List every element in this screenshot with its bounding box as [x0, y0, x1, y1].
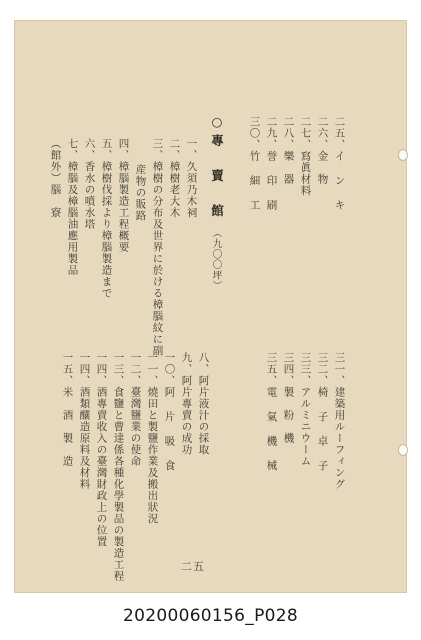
- list-item: 一四、酒專賣收入の臺灣財政上の位置: [95, 352, 108, 548]
- list-item: 三四、製 粉 機: [282, 352, 295, 444]
- list-item: 八、阿片液汁の採取: [197, 352, 210, 456]
- list-item: 一二、臺灣鹽業の使命: [129, 352, 142, 467]
- page-number: 二五: [181, 560, 205, 573]
- list-item: 一四、酒類釀造原料及材料: [78, 352, 91, 490]
- list-item: 産物の販路: [134, 164, 147, 222]
- list-item: 四、樟腦製造工程概要: [117, 138, 130, 253]
- binding-hole: [399, 150, 407, 160]
- list-item: 二六、金 物: [316, 116, 329, 185]
- list-item: 一、久須乃木祠: [185, 138, 198, 219]
- list-item: 六、香水の噴水塔: [83, 138, 96, 230]
- archive-caption: 20200060156_P028: [123, 606, 298, 626]
- list-item: 一〇、阿 片 吸 食: [163, 352, 176, 472]
- list-item: （館外）腦 寮: [49, 138, 62, 219]
- list-item: 七、樟腦及樟腦油應用製品: [66, 138, 79, 276]
- list-item: 二八、樂 器: [282, 116, 295, 185]
- binding-hole: [399, 445, 407, 455]
- list-item: 一一、燒田と製鹽作業及搬出狀況: [146, 352, 159, 525]
- list-item: 三〇、竹 細 工: [248, 116, 261, 211]
- section-note: （九〇〇坪）: [210, 228, 222, 291]
- list-item: 三一、建築用ルーフィング: [333, 352, 346, 490]
- list-item: 二七、寫眞材料: [299, 116, 312, 197]
- list-item: 三五、電 氣 機 械: [265, 352, 278, 472]
- list-item: 三、樟樹の分布及世界に於ける樟腦紋に副: [151, 138, 164, 357]
- section-heading: ○專 賣 館: [209, 114, 225, 222]
- list-item: 二、樟樹老大木: [168, 138, 181, 219]
- list-item: 一五、米 酒 製 造: [61, 352, 74, 467]
- list-item: 五、樟樹伐採より樟腦製造まで: [100, 138, 113, 299]
- list-item: 一三、食鹽と曹達係各種化學製品の製造工程: [112, 352, 125, 582]
- list-item: 三二、椅 子 卓 子: [316, 352, 329, 472]
- list-item: 三三、アルミニウーム: [299, 352, 312, 467]
- list-item: 二九、誉 印 刷: [265, 116, 278, 211]
- list-item: 二五、イ ン キ: [333, 116, 346, 211]
- list-item: 九、阿片專賣の成功: [180, 352, 193, 456]
- document-page: [14, 20, 407, 593]
